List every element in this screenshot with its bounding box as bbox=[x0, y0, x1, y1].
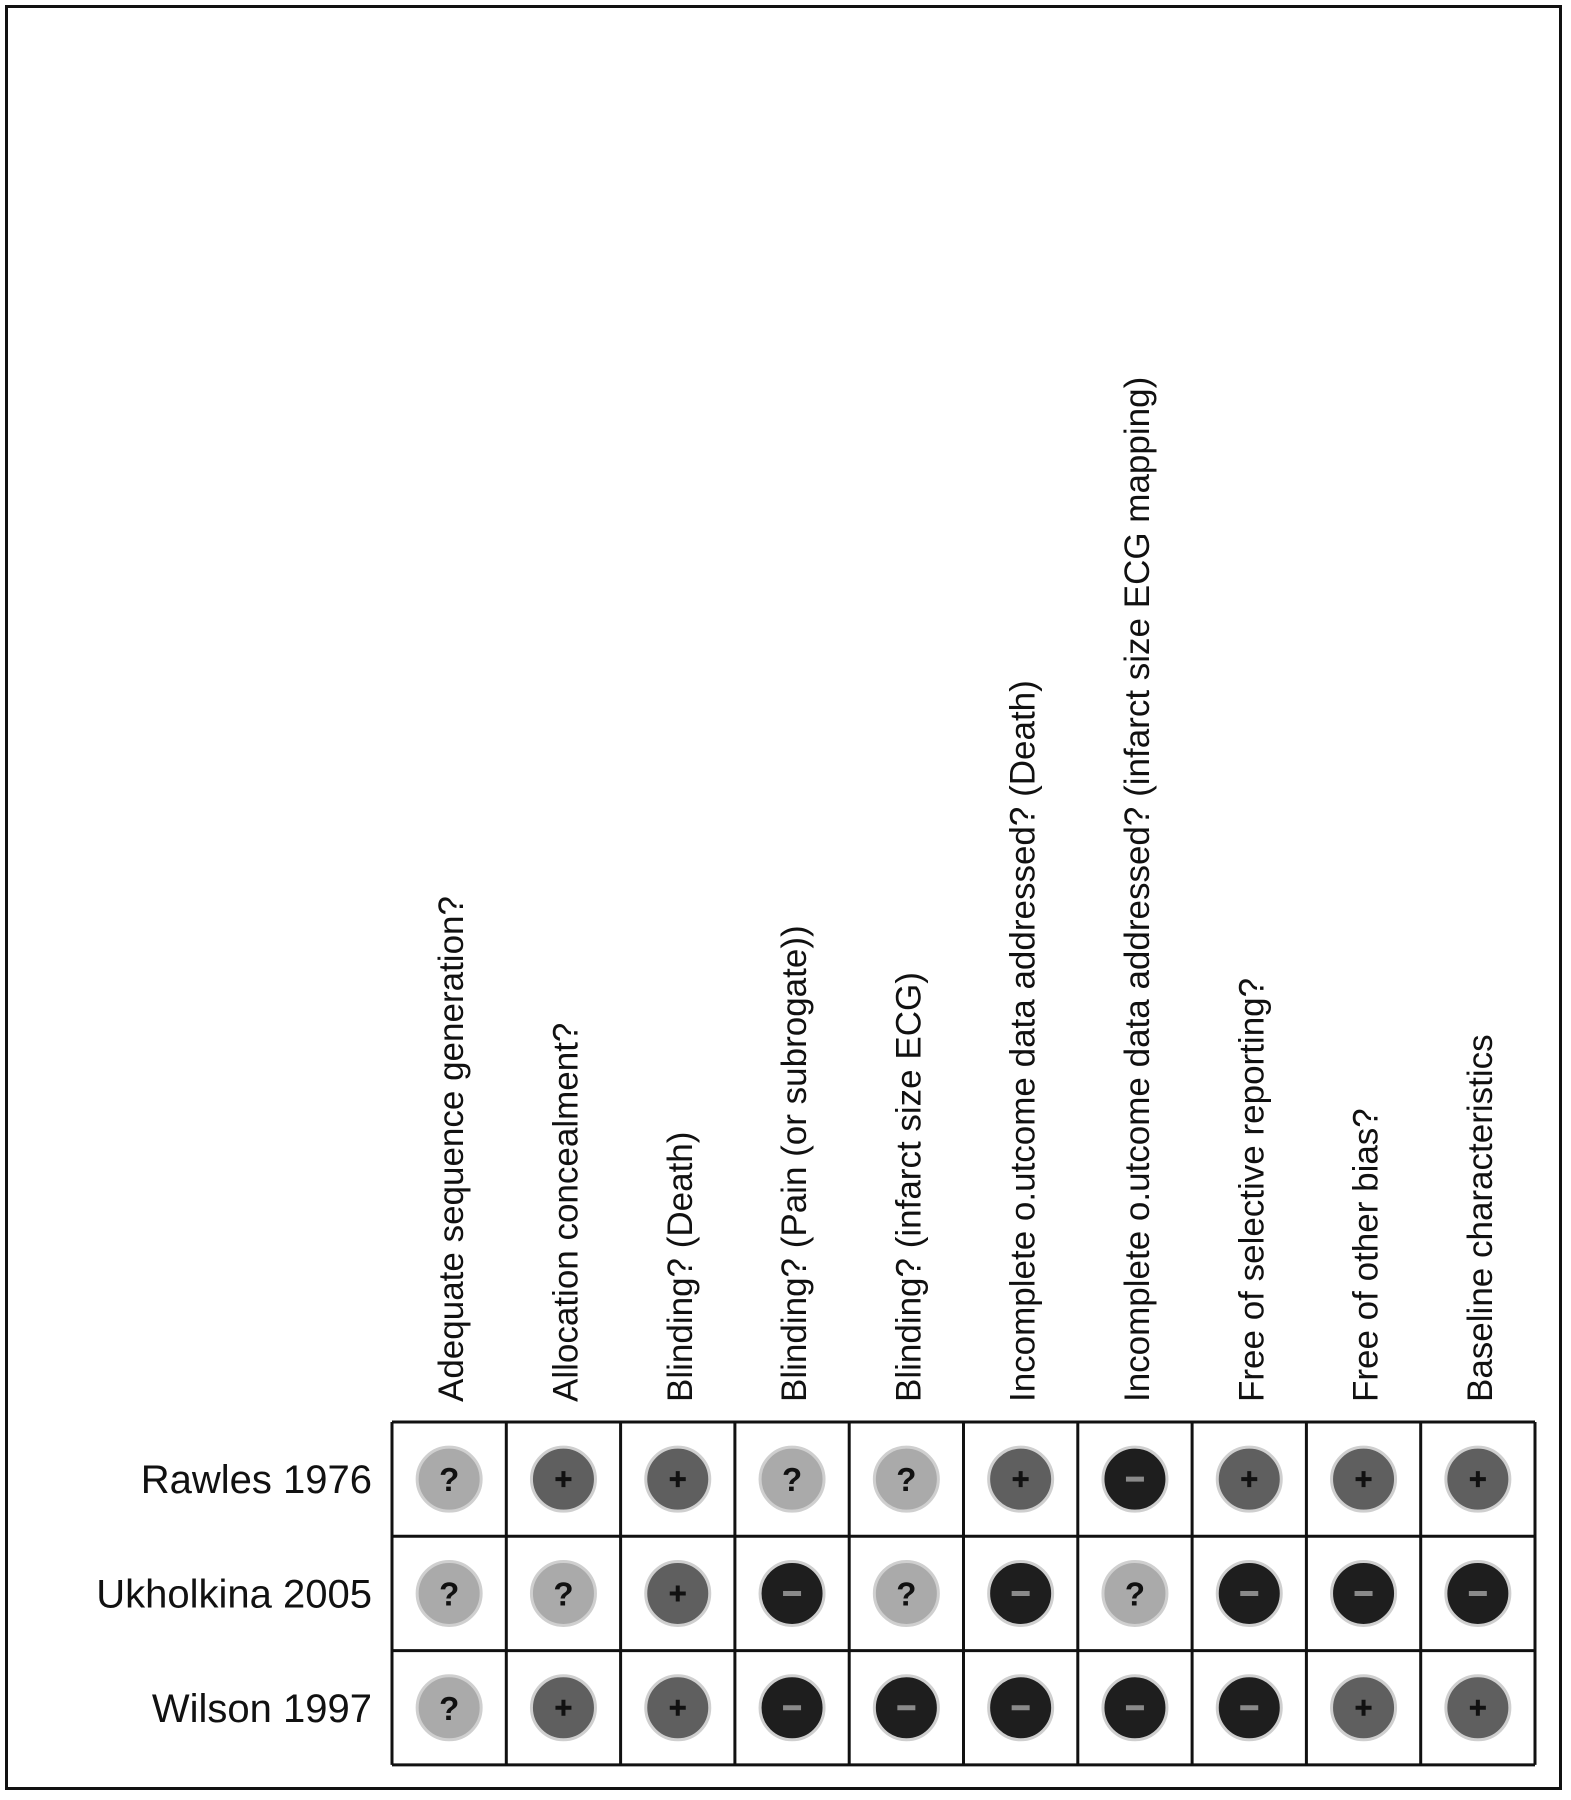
domain-label: Free of other bias? bbox=[1346, 1108, 1386, 1402]
study-label: Rawles 1976 bbox=[140, 1458, 372, 1503]
domain-label: Allocation concealment? bbox=[546, 1022, 586, 1402]
question-icon: ? bbox=[896, 1575, 917, 1613]
domain-label: Incomplete o.utcome data addressed? (infarct size ECG mapping) bbox=[1117, 376, 1157, 1402]
question-icon: ? bbox=[896, 1461, 917, 1499]
domain-label: Blinding? (Death) bbox=[660, 1131, 700, 1402]
question-icon: ? bbox=[439, 1575, 460, 1613]
domain-label: Incomplete o.utcome data addressed? (Death) bbox=[1003, 680, 1043, 1402]
study-label: Ukholkina 2005 bbox=[96, 1572, 372, 1617]
domain-label: Adequate sequence generation? bbox=[432, 896, 472, 1402]
study-label: Wilson 1997 bbox=[151, 1686, 372, 1731]
domain-label: Blinding? (Pain (or subrogate)) bbox=[775, 925, 815, 1402]
question-icon: ? bbox=[439, 1461, 460, 1499]
question-icon: ? bbox=[553, 1575, 574, 1613]
question-icon: ? bbox=[439, 1689, 460, 1727]
domain-label: Free of selective reporting? bbox=[1232, 977, 1272, 1402]
question-icon: ? bbox=[1124, 1575, 1146, 1613]
domain-label: Blinding? (infarct size ECG) bbox=[889, 972, 929, 1402]
domain-label: Baseline characteristics bbox=[1460, 1034, 1500, 1402]
question-icon: ? bbox=[781, 1461, 803, 1499]
